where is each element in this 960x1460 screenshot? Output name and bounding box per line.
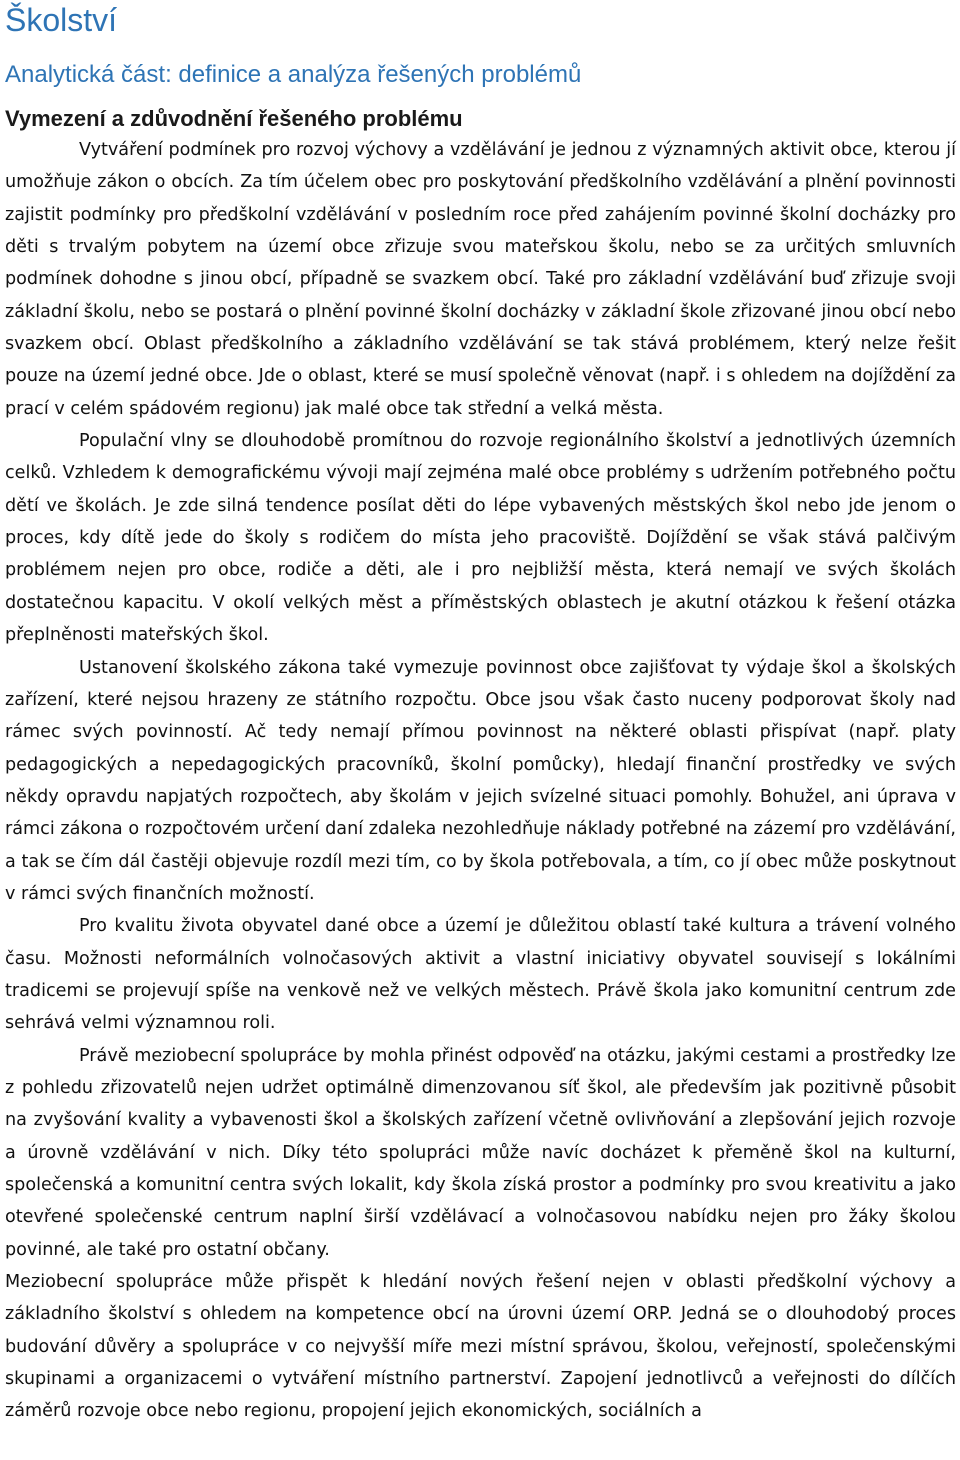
paragraph: Meziobecní spolupráce může přispět k hledání nových řešení nejen v oblasti předškolní výchovy a základního školství s ohledem na kompetence obcí na úrovni území ORP. Jedná se o dlouhodobý proces budování důvěry a spolupráce v co nejvyšší míře mezi místní správou, školou, veřejností, společenskými skupinami a organizacemi o vytváření místního partnerství. Zapojení jednotlivců a veřejnosti do dílčích záměrů rozvoje obce nebo regionu, propojení jejich ekonomických, sociálních a [5, 1272, 956, 1422]
paragraph: Pro kvalitu života obyvatel dané obce a území je důležitou oblastí také kultura a trávení volného času. Možnosti neformálních volnočasových aktivit a vlastní iniciativy obyvatel souvisejí s lokálními tradicemi se projevují spíše na venkově než ve velkých městech. Právě škola jako komunitní centrum zde sehrává velmi významnou roli. [5, 916, 956, 1034]
paragraph: Ustanovení školského zákona také vymezuje povinnost obce zajišťovat ty výdaje škol a školských zařízení, které nejsou hrazeny ze státního rozpočtu. Obce jsou však často nuceny podporovat školy nad rámec svých povinností. Ač tedy nemají přímou povinnost na některé oblasti přispívat (např. platy pedagogických a nepedagogických pracovníků, školní pomůcky), hledají finanční prostředky ve svých někdy opravdu napjatých rozpočtech, aby školám v jejich svízelné situaci pomohly. Bohužel, ani úprava v rámci zákona o rozpočtovém určení daní zdaleka nezohledňuje náklady potřebné na zázemí pro vzdělávání, a tak se čím dál častěji objevuje rozdíl mezi tím, co by škola potřebovala, a tím, co jí obec může poskytnout v rámci svých finančních možností. [5, 657, 956, 904]
paragraph: Právě meziobecní spolupráce by mohla přinést odpověď na otázku, jakými cestami a prostředky lze z pohledu zřizovatelů nejen udržet optimálně dimenzovanou síť škol, ale především jak pozitivně působit na zvyšování kvality a vybavenosti škol a školských zařízení včetně ovlivňování a zlepšování jejich rozvoje a úrovně vzdělávání v nich. Díky této spolupráci může navíc docházet k přeměně škol na kulturní, společenská a komunitní centra svých lokalit, kdy škola získá prostor a podmínky pro svou kreativitu a jako otevřené společenské centrum naplní širší vzdělávací a volnočasovou nabídku nejen pro žáky školou povinné, ale také pro ostatní občany. [5, 1045, 956, 1260]
section-heading: Analytická část: definice a analýza řešených problémů [5, 61, 582, 88]
paragraph: Vytváření podmínek pro rozvoj výchovy a vzdělávání je jednou z významných aktivit obce, kterou jí umožňuje zákon o obcích. Za tím účelem obec pro poskytování předškolního vzdělávání a plnění povinnosti zajistit podmínky pro předškolní vzdělávání v posledním roce před zahájením povinné školní docházky pro děti s trvalým pobytem na území obce zřizuje svou mateřskou školu, nebo se za určitých smluvních podmínek dohodne s jinou obcí, případně se svazkem obcí. Také pro základní vzdělávání buď zřizuje svoji základní školu, nebo se postará o plnění povinné školní docházky v základní škole zřizované jinou obcí nebo svazkem obcí. Oblast předškolního a základního vzdělávání se tak stává problémem, který nelze řešit pouze na území jedné obce. Jde o oblast, které se musí společně věnovat (např. i s ohledem na dojíždění za prací v celém spádovém regionu) jak malé obce tak střední a velká města. [5, 140, 956, 419]
body-text [5, 134, 956, 1428]
subsection-heading: Vymezení a zdůvodnění řešeného problému [5, 106, 463, 131]
paragraph: Populační vlny se dlouhodobě promítnou do rozvoje regionálního školství a jednotlivých územních celků. Vzhledem k demografickému vývoji mají zejména malé obce problémy s udržením potřebného počtu dětí ve školách. Je zde silná tendence posílat děti do lépe vybavených městských škol nebo jde jenom o proces, kdy dítě jede do školy s rodičem do místa jeho pracoviště. Dojíždění se však stává palčivým problémem nejen pro obce, rodiče a děti, ale i pro nejbližší města, která nemají ve svých školách dostatečnou kapacitu. V okolí velkých měst a příměstských oblastech je akutní otázkou k řešení otázka přeplněnosti mateřských škol. [5, 431, 956, 646]
document-title: Školství [5, 2, 118, 38]
